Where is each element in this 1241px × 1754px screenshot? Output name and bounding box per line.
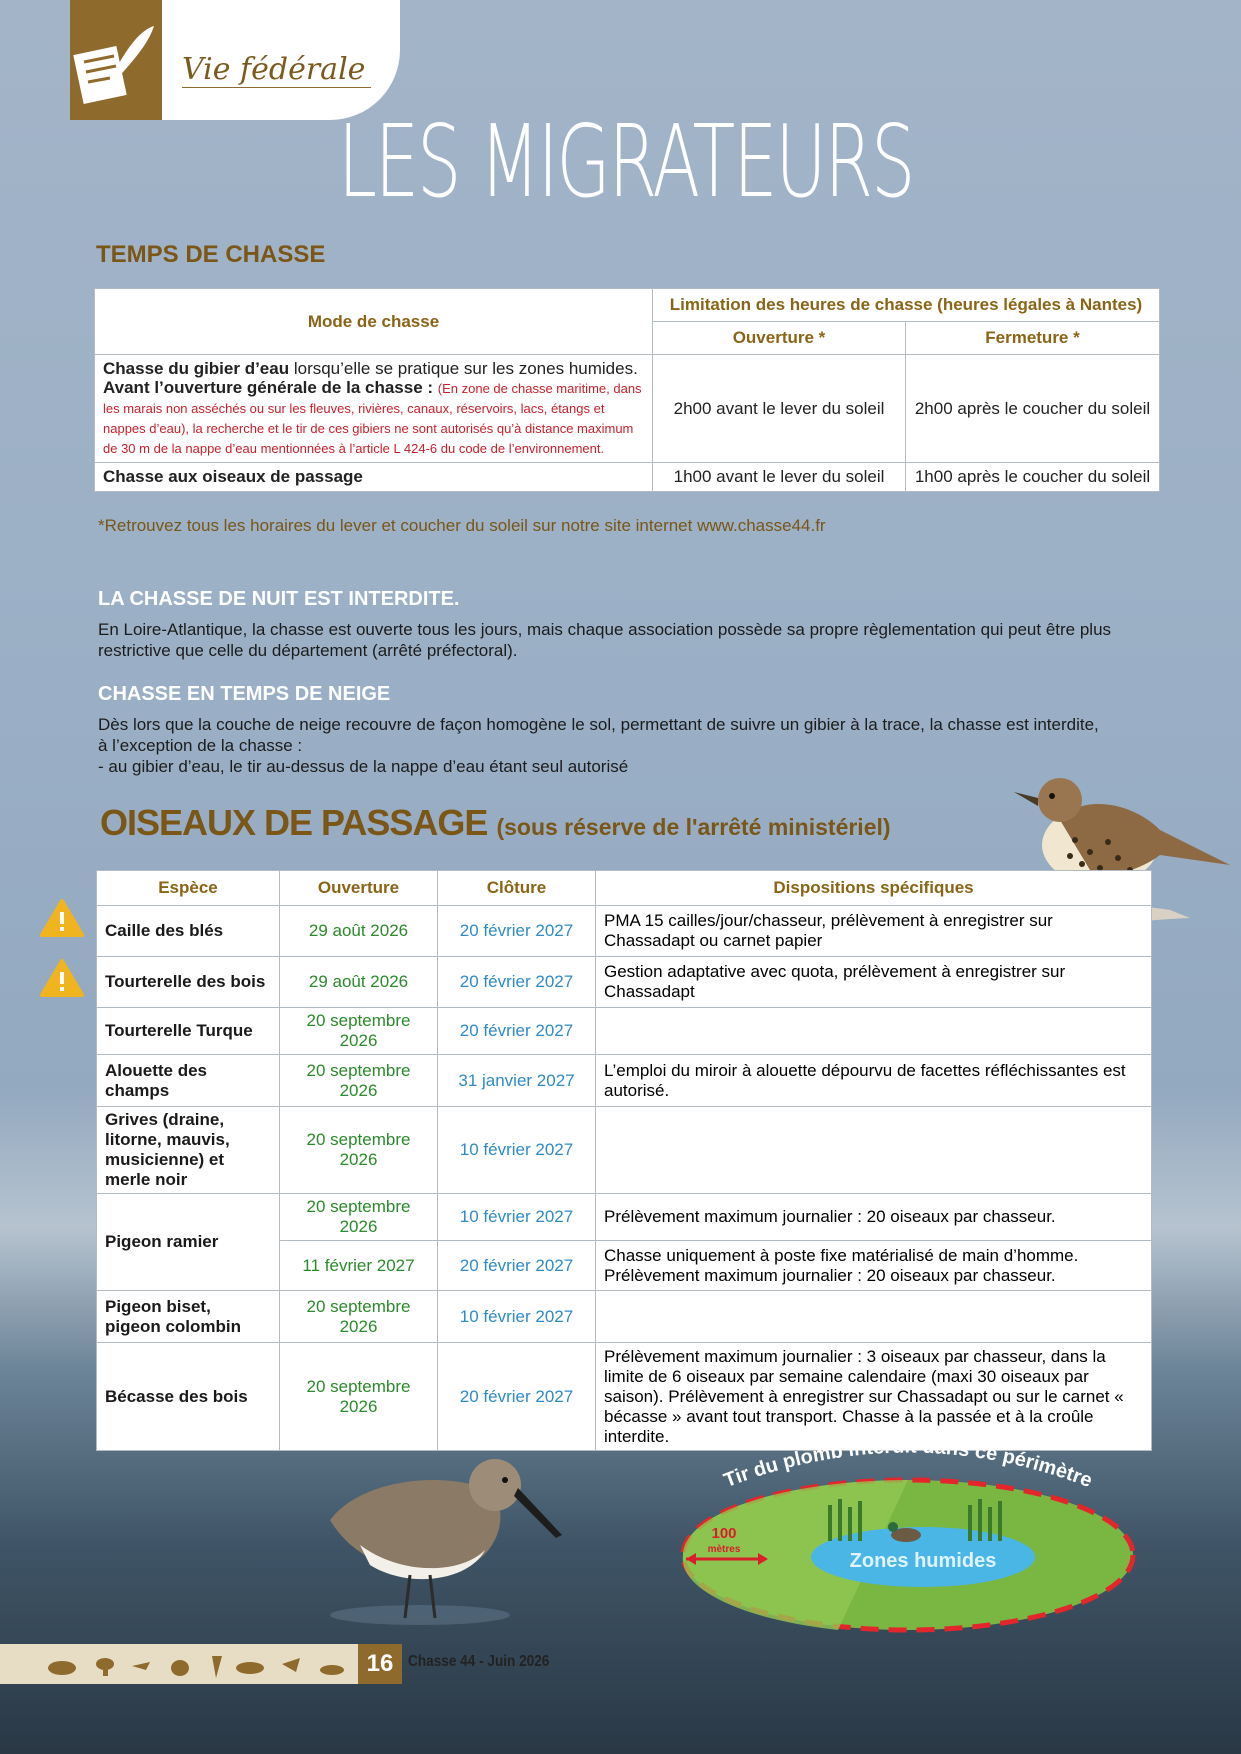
footnote: *Retrouvez tous les horaires du lever et coucher du soleil sur notre site internet www.chasse44.fr <box>98 516 826 535</box>
col-close: Fermeture * <box>906 322 1160 355</box>
open-cell: 20 septembre 2026 <box>280 1291 438 1343</box>
neige-line: à l’exception de la chasse : <box>98 736 303 755</box>
passage-table <box>96 870 1152 1451</box>
species-cell: Caille des blés <box>97 906 280 957</box>
warning-icon <box>40 958 84 998</box>
open-cell: 20 septembre 2026 <box>280 1107 438 1194</box>
lead-shot-zone-diagram <box>668 1435 1148 1635</box>
table-row <box>95 355 1160 463</box>
note-cell: PMA 15 cailles/jour/chasseur, prélèvement à enregistrer sur Chassadapt ou carnet papier <box>596 906 1152 957</box>
publication-info: Chasse 44 - Juin 2026 <box>408 1653 550 1670</box>
col-species: Espèce <box>97 871 280 906</box>
open-cell: 11 février 2027 <box>280 1241 438 1291</box>
hours-table <box>94 288 1160 492</box>
close-cell: 20 février 2027 <box>438 906 596 957</box>
close-cell: 10 février 2027 <box>438 1291 596 1343</box>
close-cell: 31 janvier 2027 <box>438 1055 596 1107</box>
note-cell: Chasse uniquement à poste fixe matérialisé de main d’homme. Prélèvement maximum journalier : 20 oiseaux par chasseur. <box>596 1241 1152 1291</box>
col-mode: Mode de chasse <box>95 289 653 355</box>
note-cell <box>596 1107 1152 1194</box>
neige-line: Dès lors que la couche de neige recouvre de façon homogène le sol, permettant de suivre un gibier à la trace, la chasse est interdite, <box>98 715 1099 734</box>
note-cell: L’emploi du miroir à alouette dépourvu de facettes réfléchissantes est autorisé. <box>596 1055 1152 1107</box>
table-row <box>97 1107 1152 1194</box>
close-cell: 20 février 2027 <box>438 1008 596 1055</box>
open-cell: 2h00 avant le lever du soleil <box>653 355 906 463</box>
mode-bold: Chasse du gibier d’eau <box>103 359 290 378</box>
footer-bar <box>0 1644 358 1684</box>
open-cell: 29 août 2026 <box>280 957 438 1008</box>
mode-cell: Chasse aux oiseaux de passage <box>95 463 653 492</box>
passage-subtitle: (sous réserve de l'arrêté ministériel) <box>496 814 891 840</box>
wetland-label: Zones humides <box>849 1550 997 1572</box>
open-cell: 20 septembre 2026 <box>280 1055 438 1107</box>
table-row <box>97 1055 1152 1107</box>
col-close: Clôture <box>438 871 596 906</box>
table-row <box>97 1194 1152 1241</box>
note-cell: Prélèvement maximum journalier : 20 oiseaux par chasseur. <box>596 1194 1152 1241</box>
neige-heading: CHASSE EN TEMPS DE NEIGE <box>98 683 391 705</box>
nuit-heading: LA CHASSE DE NUIT EST INTERDITE. <box>98 588 460 610</box>
close-cell: 20 février 2027 <box>438 1343 596 1451</box>
neige-line: - au gibier d’eau, le tir au-dessus de la nappe d’eau étant seul autorisé <box>98 757 629 776</box>
species-cell: Tourterelle des bois <box>97 957 280 1008</box>
species-cell: Grives (draine, litorne, mauvis, musicienne) et merle noir <box>97 1107 280 1194</box>
close-cell: 1h00 après le coucher du soleil <box>906 463 1160 492</box>
note-cell <box>596 1291 1152 1343</box>
open-cell: 29 août 2026 <box>280 906 438 957</box>
mode-red-note: (En zone de chasse maritime, dans les marais non asséchés ou sur les fleuves, rivières, canaux, réservoirs, lacs, étangs et nappes d’eau), la recherche et le tir de ces gibiers ne sont autorisés qu’à distance maximum de 30 m de la nappe d’eau mentionnées à l’article L 424-6 du code de l’environnement. <box>103 381 642 456</box>
warning-icon <box>40 898 84 938</box>
quill-document-icon <box>70 0 162 120</box>
close-cell: 2h00 après le coucher du soleil <box>906 355 1160 463</box>
table-row <box>97 906 1152 957</box>
species-cell: Bécasse des bois <box>97 1343 280 1451</box>
perimeter-label: Tir du plomb interdit dans ce périmètre <box>720 1435 1096 1493</box>
nuit-text: En Loire-Atlantique, la chasse est ouverte tous les jours, mais chaque association possède sa propre règlementation qui peut être plus restrictive que celle du département (arrêté préfectoral). <box>98 620 1112 660</box>
table-row <box>97 1008 1152 1055</box>
species-cell: Pigeon biset, pigeon colombin <box>97 1291 280 1343</box>
species-cell: Alouette des champs <box>97 1055 280 1107</box>
species-cell: Tourterelle Turque <box>97 1008 280 1055</box>
page-title: LES MIGRATEURS <box>338 103 914 220</box>
distance-value: 100 <box>711 1525 737 1542</box>
col-limit: Limitation des heures de chasse (heures légales à Nantes) <box>653 289 1160 322</box>
species-cell: Pigeon ramier <box>97 1194 280 1291</box>
close-cell: 20 février 2027 <box>438 1241 596 1291</box>
animal-silhouettes-icon <box>0 1644 358 1684</box>
section-name: Vie fédérale <box>182 52 371 88</box>
note-cell: Prélèvement maximum journalier : 3 oiseaux par chasseur, dans la limite de 6 oiseaux par semaine calendaire (maxi 30 oiseaux par saison). Prélèvement à enregistrer sur Chassadapt ou sur le carnet « bécasse » avant tout transport. Chasse à la passée et à la croûle interdite. <box>596 1343 1152 1451</box>
table-row <box>97 1291 1152 1343</box>
distance-unit: mètres <box>707 1544 741 1555</box>
col-open: Ouverture * <box>653 322 906 355</box>
col-notes: Dispositions spécifiques <box>596 871 1152 906</box>
close-cell: 10 février 2027 <box>438 1107 596 1194</box>
page-number: 16 <box>358 1644 402 1684</box>
temps-heading: TEMPS DE CHASSE <box>96 241 326 268</box>
mode-cell <box>95 355 653 463</box>
note-cell <box>596 1008 1152 1055</box>
mode-text: lorsqu’elle se pratique sur les zones humides. <box>289 359 638 378</box>
table-row <box>95 463 1160 492</box>
open-cell: 20 septembre 2026 <box>280 1343 438 1451</box>
passage-title: OISEAUX DE PASSAGE <box>100 802 488 843</box>
col-open: Ouverture <box>280 871 438 906</box>
table-row <box>97 957 1152 1008</box>
close-cell: 20 février 2027 <box>438 957 596 1008</box>
open-cell: 20 septembre 2026 <box>280 1194 438 1241</box>
open-cell: 20 septembre 2026 <box>280 1008 438 1055</box>
open-cell: 1h00 avant le lever du soleil <box>653 463 906 492</box>
note-cell: Gestion adaptative avec quota, prélèvement à enregistrer sur Chassadapt <box>596 957 1152 1008</box>
section-logo <box>70 0 162 120</box>
close-cell: 10 février 2027 <box>438 1194 596 1241</box>
mode-bold-2: Avant l’ouverture générale de la chasse : <box>103 378 438 397</box>
passage-heading <box>100 802 891 844</box>
sandpiper-photo <box>300 1440 640 1640</box>
